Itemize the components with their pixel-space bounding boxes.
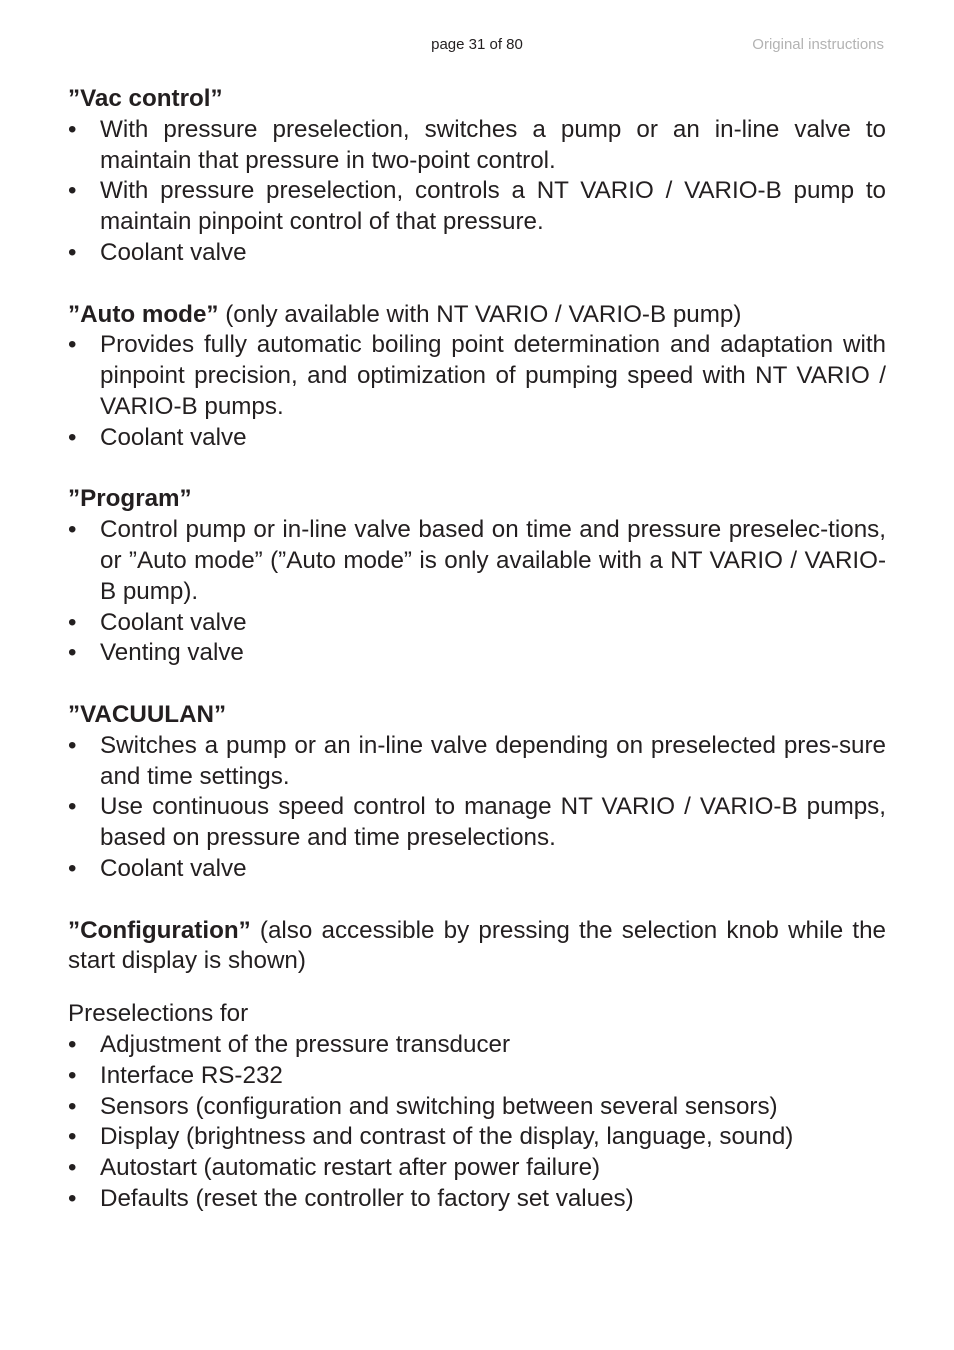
list-item (68, 608, 886, 639)
bullet: • (68, 1123, 77, 1151)
original-instructions-note: Original instructions (752, 36, 884, 53)
list-item (68, 330, 886, 422)
vac-control-list (68, 115, 886, 269)
bullet: • (68, 1154, 77, 1182)
bullet: • (68, 177, 77, 205)
list-item (68, 1092, 886, 1123)
list-item (68, 854, 886, 885)
list-item (68, 115, 886, 177)
list-item-text: Sensors (configuration and switching between several sensors) (100, 1092, 778, 1120)
list-item (68, 515, 886, 607)
list-item (68, 1030, 886, 1061)
program-section (68, 484, 886, 669)
list-item-text: Coolant valve (100, 854, 247, 882)
list-item-text: With pressure preselection, controls a NT VARIO / VARIO-B pump to maintain pinpoint control of that pressure. (100, 177, 886, 236)
bullet: • (68, 1030, 77, 1058)
list-item (68, 792, 886, 854)
list-item (68, 1153, 886, 1184)
auto-mode-heading: ”Auto mode” (68, 300, 219, 328)
bullet: • (68, 793, 77, 821)
auto-mode-heading-line (68, 300, 886, 331)
auto-mode-note: (only available with NT VARIO / VARIO-B pump) (218, 300, 742, 328)
page-content (68, 84, 886, 1245)
list-item-text: Coolant valve (100, 608, 247, 636)
bullet: • (68, 1092, 77, 1120)
list-item (68, 1122, 886, 1153)
list-item-text: Use continuous speed control to manage NT VARIO / VARIO-B pumps, based on pressure and time preselections. (100, 793, 886, 852)
bullet: • (68, 423, 77, 451)
list-item-text: Provides fully automatic boiling point determination and adaptation with pinpoint precision, and optimization of pumping speed with NT VARIO / VARIO-B pumps. (100, 331, 886, 420)
bullet: • (68, 1184, 77, 1212)
list-item-text: Coolant valve (100, 238, 247, 266)
list-item-text: Control pump or in-line valve based on time and pressure preselec-tions, or ”Auto mode” (”Auto mode” is only available with a NT VARIO / VARIO-B pump). (100, 516, 886, 605)
program-heading: ”Program” (68, 485, 192, 513)
configuration-intro: Preselections for (68, 1000, 249, 1028)
configuration-heading-line (68, 916, 886, 978)
list-item-text: Venting valve (100, 639, 244, 667)
list-item (68, 238, 886, 269)
vac-control-heading: ”Vac control” (68, 85, 223, 112)
configuration-section (68, 916, 886, 1215)
list-item-text: Defaults (reset the controller to factory set values) (100, 1184, 634, 1212)
bullet: • (68, 331, 77, 359)
list-item-text: Coolant valve (100, 423, 247, 451)
list-item-text: Interface RS-232 (100, 1061, 283, 1089)
auto-mode-list (68, 330, 886, 453)
configuration-note: (also accessible by pressing the selection knob while the start display is shown) (68, 916, 886, 975)
bullet: • (68, 516, 77, 544)
list-item (68, 731, 886, 793)
configuration-list (68, 1030, 886, 1215)
vacuulan-heading: ”VACUULAN” (68, 700, 227, 728)
bullet: • (68, 1061, 77, 1089)
bullet: • (68, 639, 77, 667)
list-item (68, 638, 886, 669)
page-number: page 31 of 80 (431, 36, 523, 53)
list-item (68, 176, 886, 238)
vac-control-section (68, 84, 886, 269)
bullet: • (68, 115, 77, 143)
configuration-heading: ”Configuration” (68, 916, 251, 944)
list-item (68, 423, 886, 454)
program-list (68, 515, 886, 669)
list-item-text: Display (brightness and contrast of the display, language, sound) (100, 1123, 794, 1151)
list-item (68, 1061, 886, 1092)
bullet: • (68, 238, 77, 266)
auto-mode-section (68, 300, 886, 454)
list-item-text: Switches a pump or an in-line valve depending on preselected pres-sure and time settings. (100, 731, 886, 790)
bullet: • (68, 731, 77, 759)
list-item (68, 1184, 886, 1215)
vacuulan-section (68, 700, 886, 885)
bullet: • (68, 854, 77, 882)
list-item-text: Adjustment of the pressure transducer (100, 1030, 511, 1058)
vacuulan-list (68, 731, 886, 885)
bullet: • (68, 608, 77, 636)
list-item-text: With pressure preselection, switches a pump or an in-line valve to maintain that pressure in two-point control. (100, 115, 886, 174)
list-item-text: Autostart (automatic restart after power failure) (100, 1154, 601, 1182)
